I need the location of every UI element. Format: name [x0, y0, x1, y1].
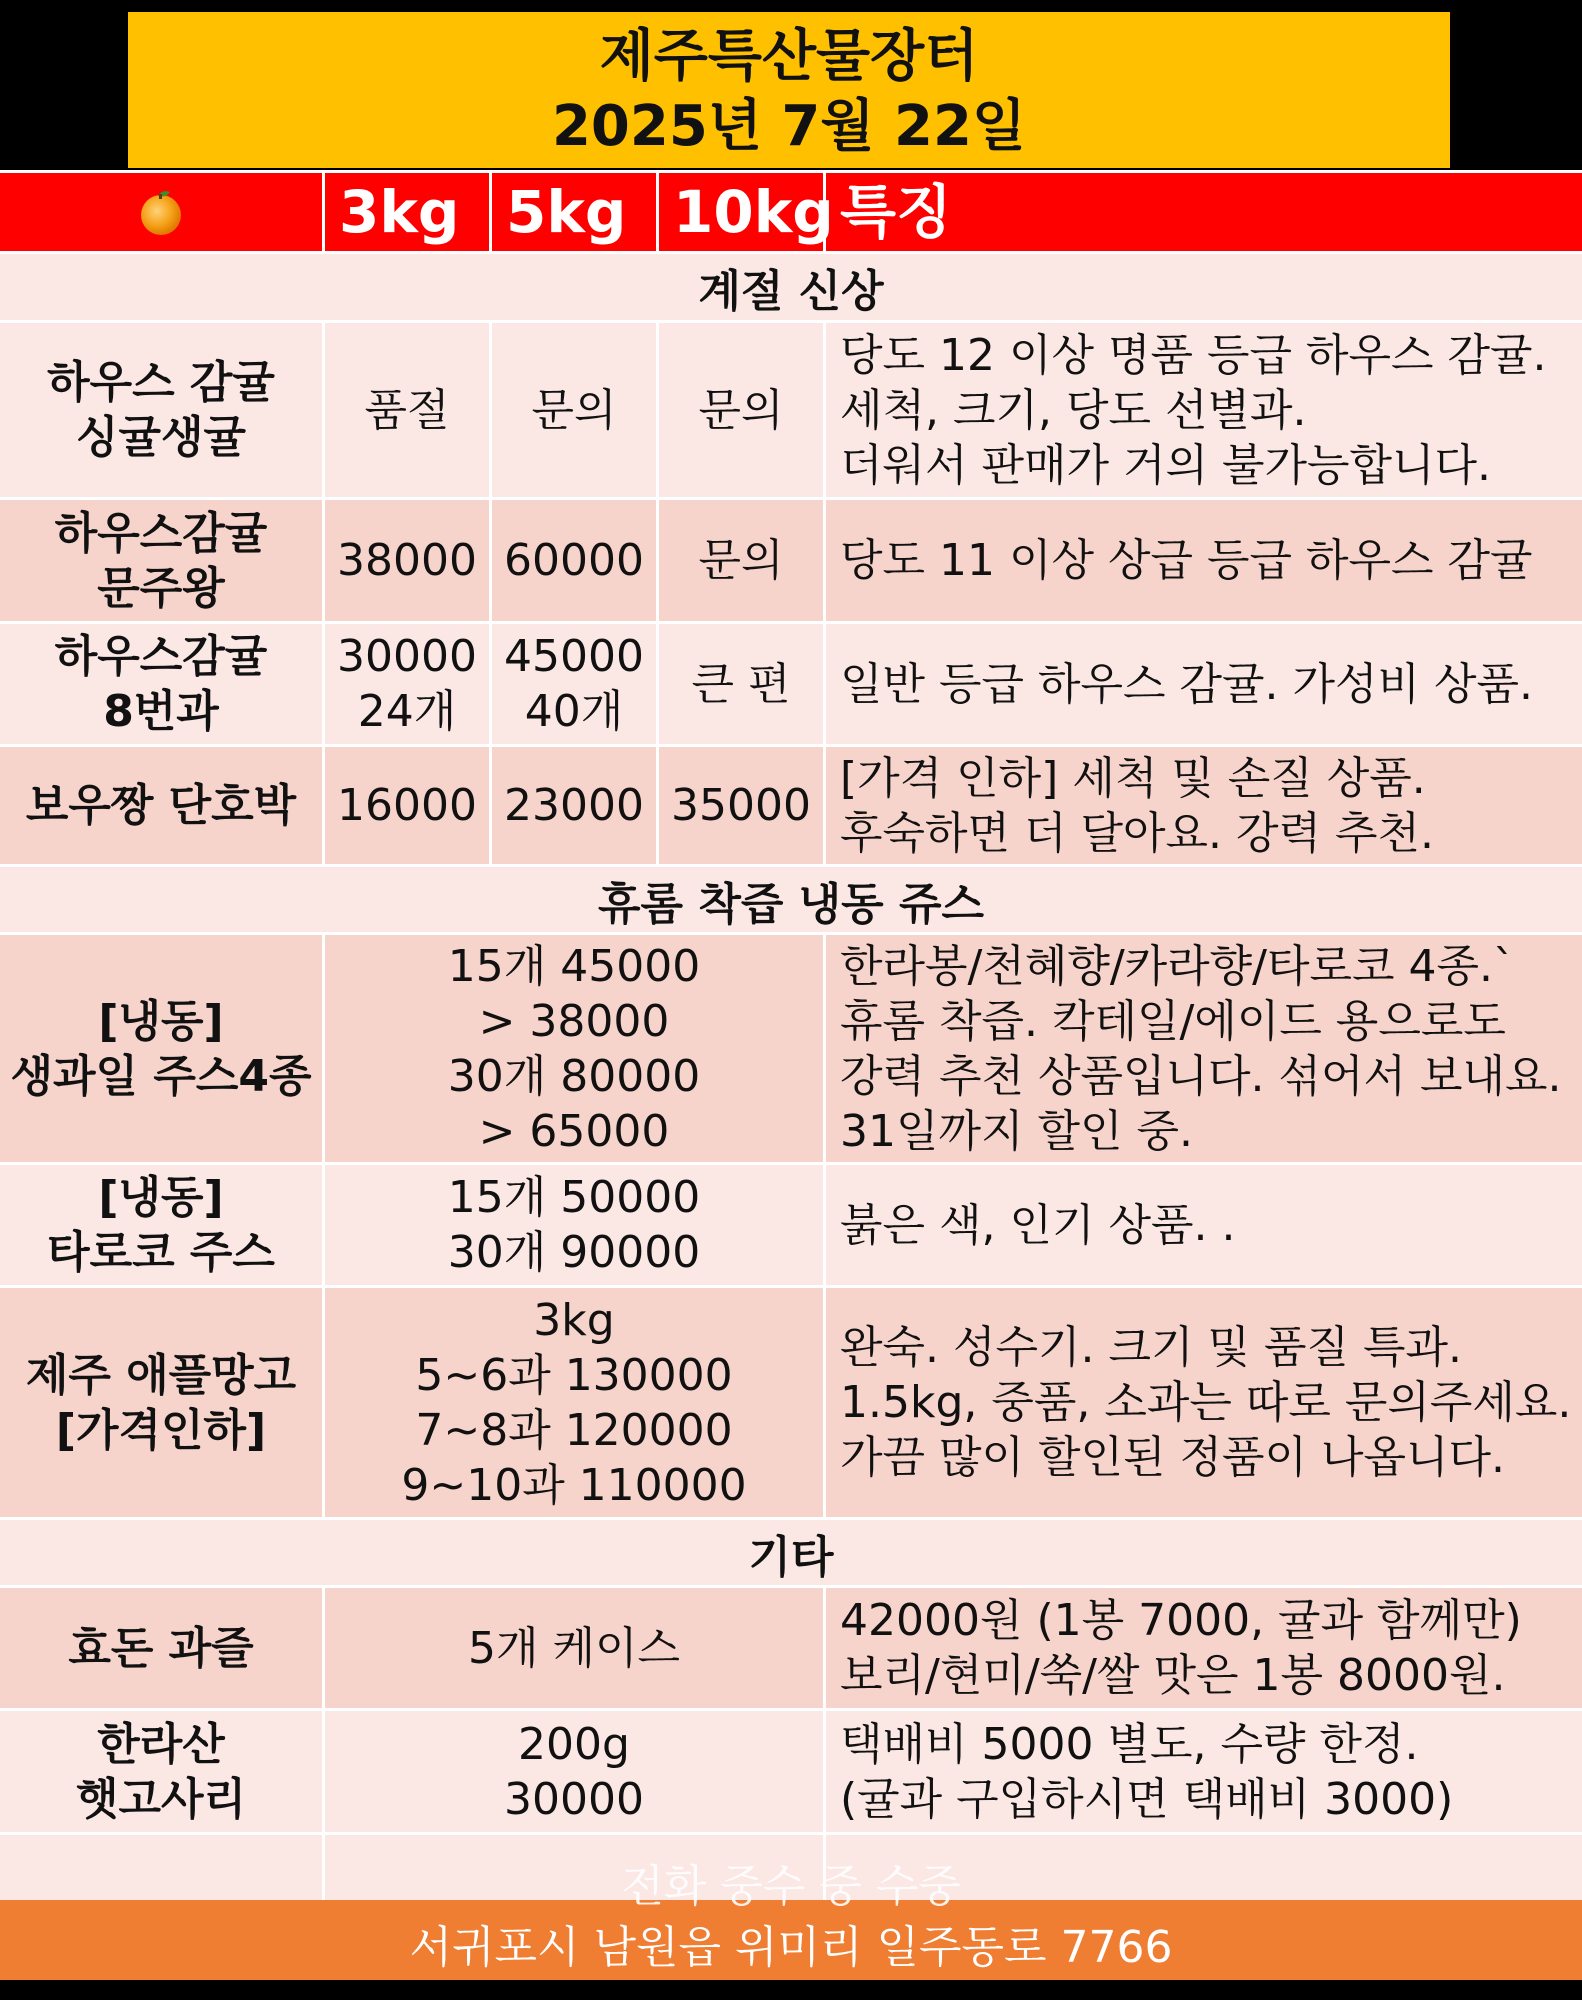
col-5kg-header: 5kg — [492, 173, 659, 251]
product-description: 당도 12 이상 명품 등급 하우스 감귤. 세척, 크기, 당도 선별과. 더워서 판매가 거의 불가능합니다. — [840, 329, 1547, 491]
product-name: [냉동] 타로코 주스 — [0, 1165, 325, 1285]
tangerine-icon — [0, 173, 325, 251]
product-name: 하우스감귤 문주왕 — [0, 500, 325, 621]
product-description: 일반 등급 하우스 감귤. 가성비 상품. — [840, 658, 1533, 710]
table-row — [0, 1165, 1582, 1288]
table-row — [0, 624, 1582, 747]
section-other — [0, 1520, 1582, 1588]
section-seasonal-label: 계절 신상 — [698, 266, 884, 317]
price-10kg: 문의 — [659, 323, 826, 497]
price-5kg: 60000 — [492, 500, 659, 621]
table-row — [0, 1711, 1582, 1835]
product-name: 하우스 감귤 싱귤생귤 — [0, 323, 325, 497]
store-footer — [0, 1861, 1582, 1980]
table-row — [0, 1588, 1582, 1711]
col-10kg-header: 10kg — [659, 173, 826, 251]
price-options: 15개 45000 > 38000 30개 80000 > 65000 — [325, 935, 826, 1162]
product-name: 하우스감귤 8번과 — [0, 624, 325, 744]
product-name: 제주 애플망고 [가격인하] — [0, 1288, 325, 1517]
price-10kg: 문의 — [659, 500, 826, 621]
product-name: 보우짱 단호박 — [0, 747, 325, 864]
store-address: 서귀포시 남원읍 위미리 일주동로 7766 — [409, 1922, 1173, 1973]
price-3kg: 38000 — [325, 500, 492, 621]
section-other-label: 기타 — [748, 1531, 834, 1583]
price-options: 200g 30000 — [325, 1711, 826, 1832]
price-3kg: 30000 24개 — [325, 624, 492, 744]
price-10kg: 35000 — [659, 747, 826, 864]
section-seasonal — [0, 254, 1582, 323]
product-description: [가격 인하] 세척 및 손질 상품. 후숙하면 더 달아요. 강력 추천. — [840, 752, 1434, 859]
table-header-row — [0, 170, 1582, 254]
table-row — [0, 500, 1582, 624]
product-description: 붉은 색, 인기 상품. . — [840, 1199, 1236, 1251]
price-3kg: 16000 — [325, 747, 492, 864]
price-date: 2025년 7월 22일 — [551, 94, 1027, 159]
product-description: 당도 11 이상 상급 등급 하우스 감귤 — [840, 535, 1533, 586]
product-description: 택배비 5000 별도, 수량 한정. (귤과 구입하시면 택배비 3000) — [840, 1718, 1454, 1825]
price-5kg: 23000 — [492, 747, 659, 864]
footer-clipped-text: 전화 중수 중 수중 — [621, 1861, 961, 1912]
section-juice-label: 휴롬 착즙 냉동 쥬스 — [598, 878, 984, 930]
price-options: 5개 케이스 — [325, 1588, 826, 1708]
product-description: 한라봉/천혜향/카라향/타로코 4종.` 휴롬 착즙. 칵테일/에이드 용으로도 강력 추천 상품입니다. 섞어서 보내요. 31일까지 할인 중. — [840, 940, 1562, 1157]
table-row — [0, 747, 1582, 867]
product-description: 42000원 (1봉 7000, 귤과 함께만) 보리/현미/쑥/쌀 맛은 1봉 8000원. — [840, 1595, 1522, 1701]
product-name: [냉동] 생과일 주스4종 — [0, 935, 325, 1162]
price-3kg: 품절 — [325, 323, 492, 497]
price-options: 15개 50000 30개 90000 — [325, 1165, 826, 1285]
price-options: 3kg 5~6과 130000 7~8과 120000 9~10과 110000 — [325, 1288, 826, 1517]
col-feature-header: 특징 — [840, 177, 953, 246]
product-name: 한라산 햇고사리 — [0, 1711, 325, 1832]
section-juice — [0, 867, 1582, 935]
store-title: 제주특산물장터 — [599, 24, 979, 89]
table-row — [0, 1288, 1582, 1520]
price-5kg: 문의 — [492, 323, 659, 497]
store-header — [128, 12, 1450, 168]
price-10kg: 큰 편 — [659, 624, 826, 744]
col-3kg-header: 3kg — [325, 173, 492, 251]
table-row — [0, 323, 1582, 500]
product-description: 완숙. 성수기. 크기 및 품질 특과. 1.5kg, 중품, 소과는 따로 문의주세요. 가끔 많이 할인된 정품이 나옵니다. — [840, 1322, 1572, 1483]
price-5kg: 45000 40개 — [492, 624, 659, 744]
product-name: 효돈 과즐 — [0, 1588, 325, 1708]
table-row — [0, 935, 1582, 1165]
